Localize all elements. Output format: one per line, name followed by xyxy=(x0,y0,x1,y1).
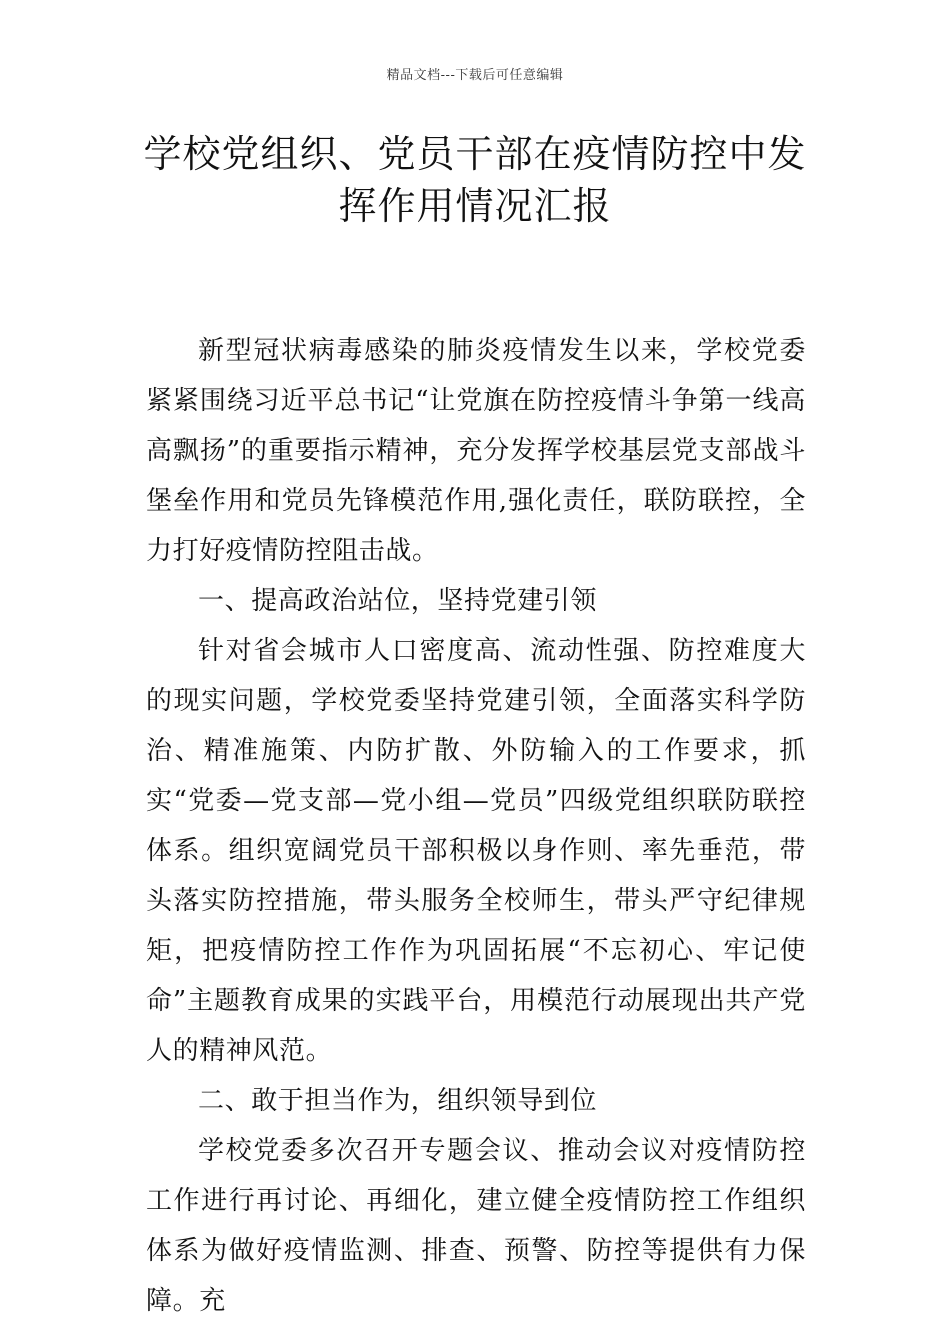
section-heading-2: 二、敢于担当作为，组织领导到位 xyxy=(198,1086,598,1116)
paragraph-intro: 新型冠状病毒感染的肺炎疫情发生以来，学校党委紧紧围绕习近平总书记“让党旗在防控疫情斗争第一线高高飘扬”的重要指示精神，充分发挥学校基层党支部战斗堡垒作用和党员先锋模范作用,强化责任，联防联控，全力打好疫情防控阻击战。 xyxy=(146,336,806,566)
paragraph-section-1: 针对省会城市人口密度高、流动性强、防控难度大的现实问题，学校党委坚持党建引领，全面落实科学防治、精准施策、内防扩散、外防输入的工作要求，抓实“党委—党支部—党小组—党员”四级党组织联防联控体系。组织宽阔党员干部积极以身作则、率先垂范，带头落实防控措施，带头服务全校师生，带头严守纪律规矩，把疫情防控工作作为巩固拓展“不忘初心、牢记使命”主题教育成果的实践平台，用模范行动展现出共产党人的精神风范。 xyxy=(146,636,806,1066)
document-title xyxy=(120,128,830,232)
header-note: 精品文档---下载后可任意编辑 xyxy=(386,68,564,83)
document-body xyxy=(146,326,806,1326)
title-line-1: 学校党组织、党员干部在疫情防控中发 xyxy=(143,132,807,176)
paragraph-section-2: 学校党委多次召开专题会议、推动会议对疫情防控工作进行再讨论、再细化，建立健全疫情防控工作组织体系为做好疫情监测、排查、预警、防控等提供有力保障。充 xyxy=(146,1136,806,1316)
section-heading-1: 一、提高政治站位，坚持党建引领 xyxy=(198,586,598,616)
title-line-2: 挥作用情况汇报 xyxy=(338,184,612,228)
